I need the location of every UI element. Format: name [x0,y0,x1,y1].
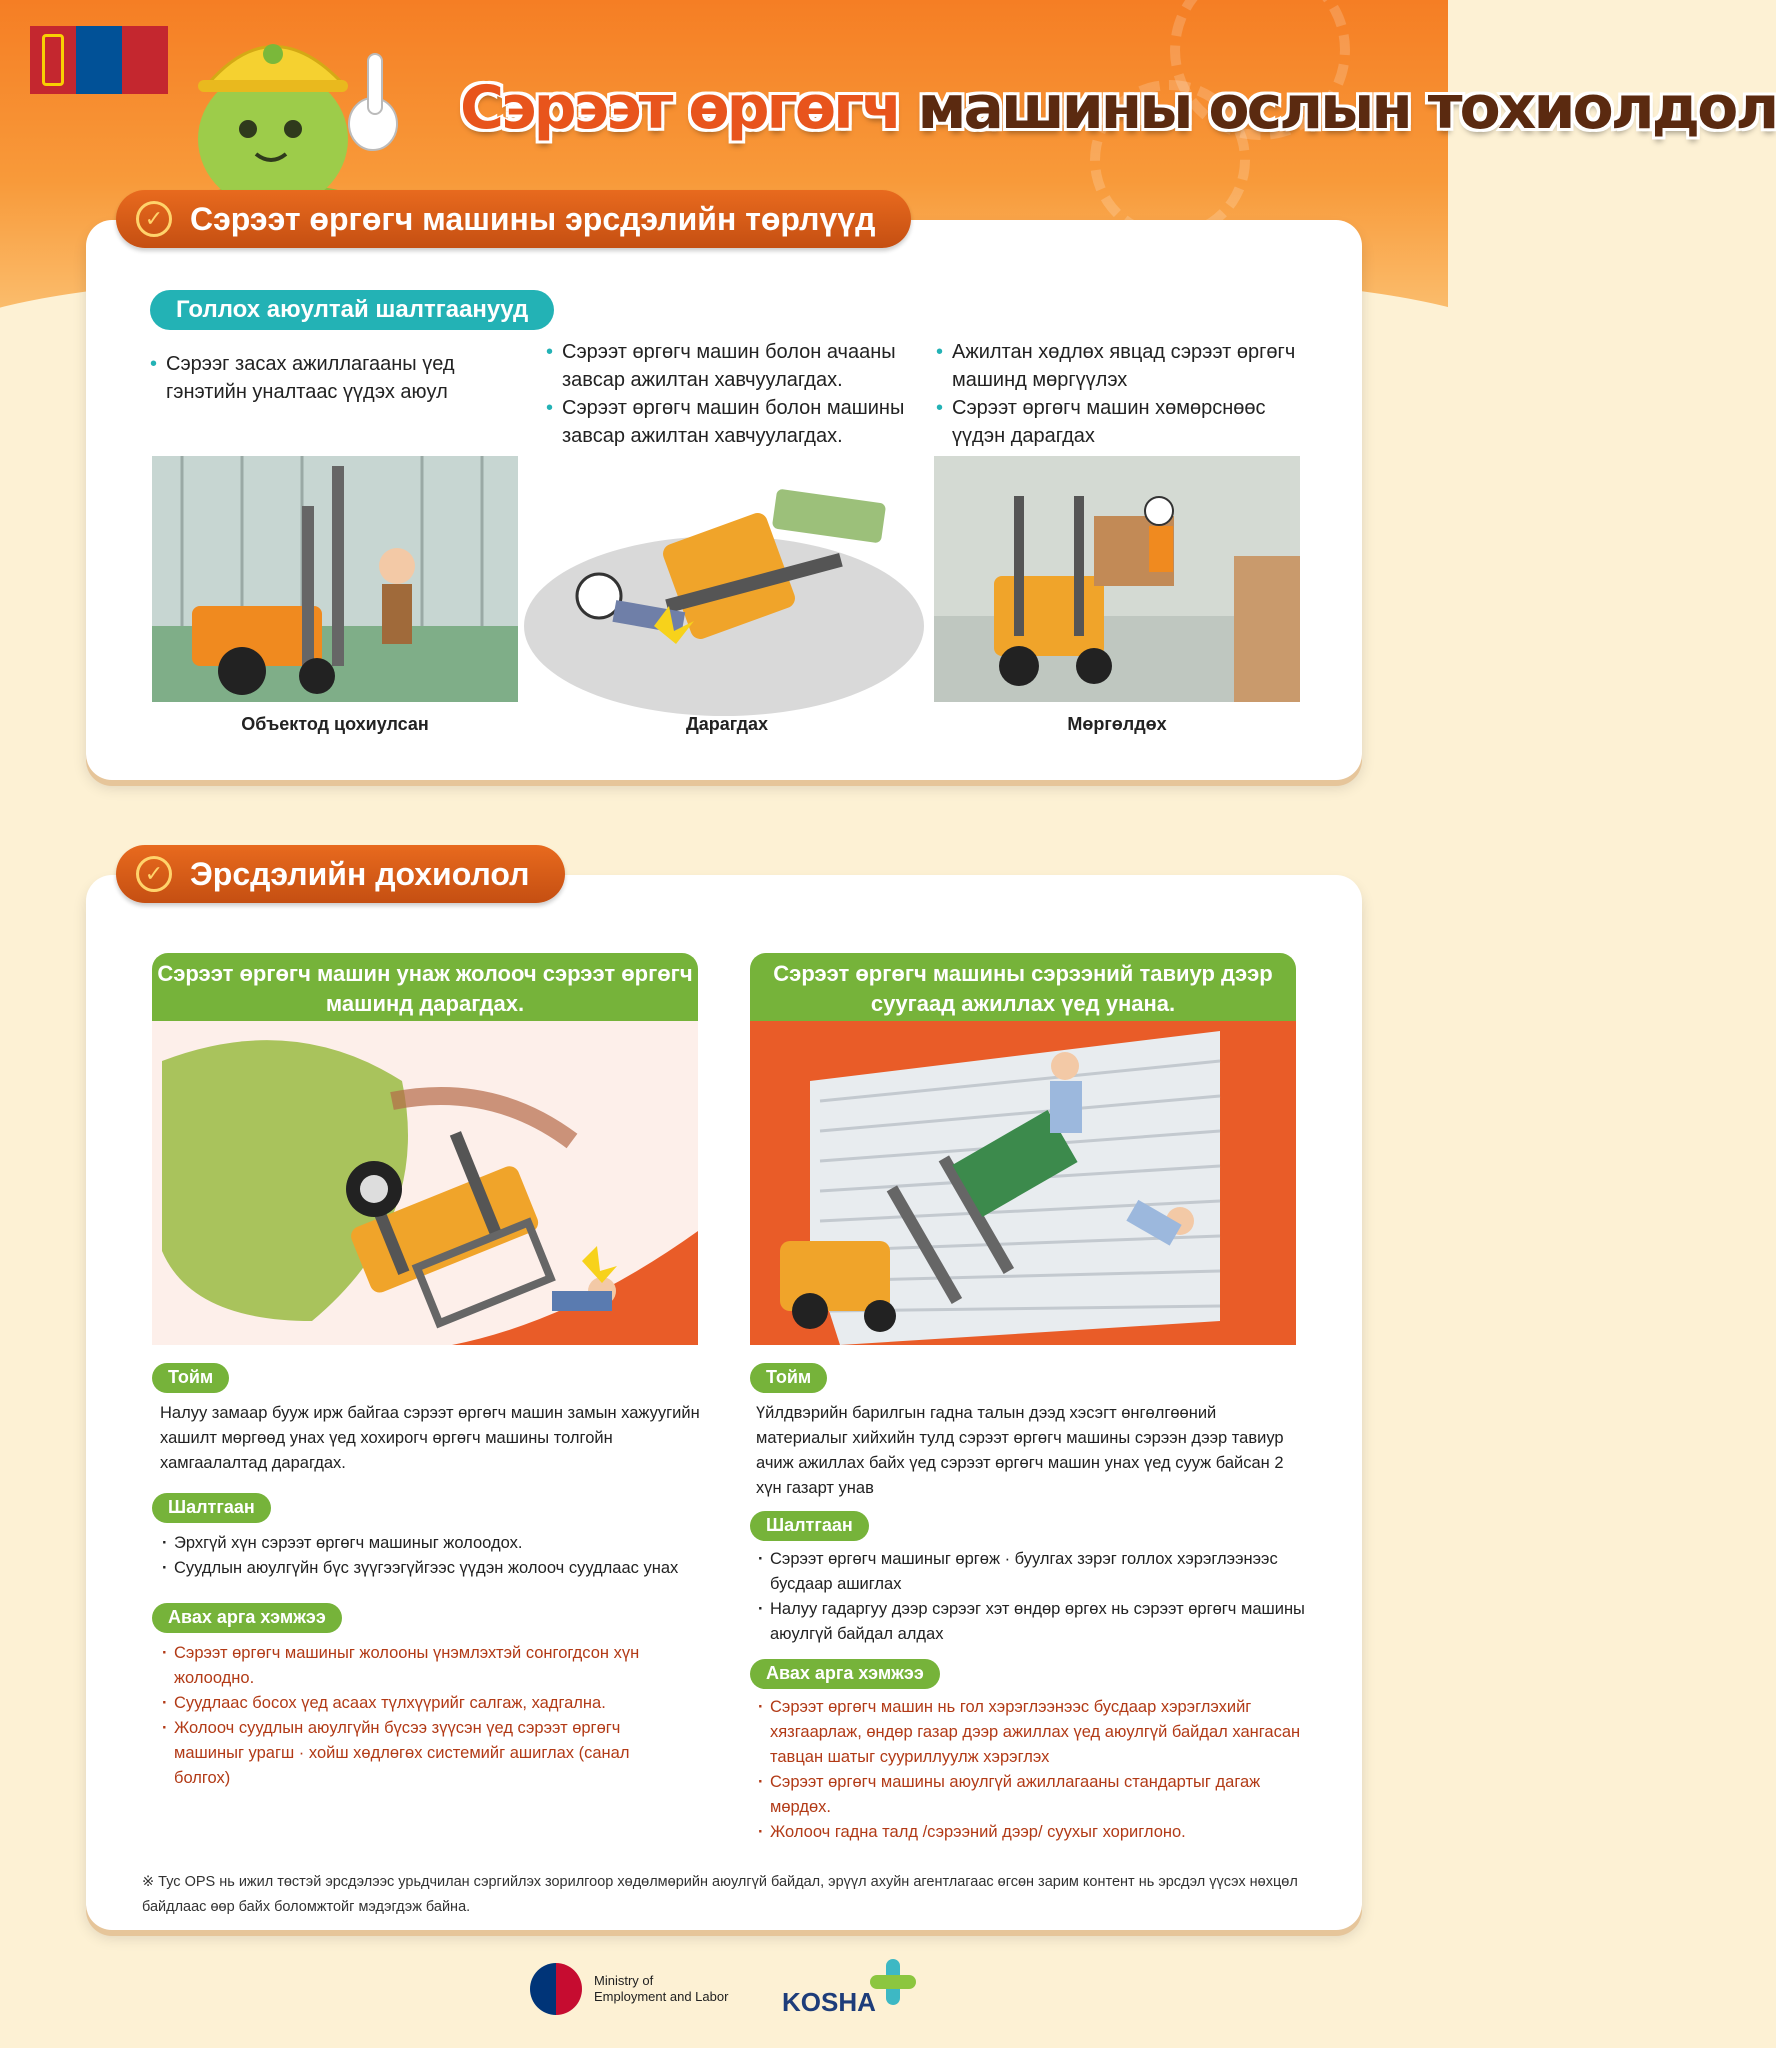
illustration-forklift-tipover [152,1021,698,1345]
cause-item: · Сэрээт өргөгч машиныг өргөж · буулгах зэрэг голлох хэрэглээнээс бусдаар ашиглах [756,1547,1306,1597]
risk-column-3 [936,338,1306,450]
case-1-heading: Сэрээт өргөгч машин унаж жолооч сэрээт өргөгч машинд дарагдах. [152,953,698,1023]
risk-bullet: • Ажилтан хөдлөх явцад сэрээт өргөгч машинд мөргүүлэх [936,338,1306,394]
main-causes-label: Голлох аюултай шалтгаанууд [150,290,554,330]
illustration-collision [934,456,1300,702]
overview-tag: Тойм [750,1363,827,1393]
illustration-struck-by-object [152,456,518,702]
case-2-measures [756,1695,1306,1845]
risk-bullet: • Сэрээт өргөгч машин болон ачааны завсар ажилтан хавчуулагдах. [546,338,916,394]
measure-item: · Жолооч суудлын аюулгүйн бүсээ зүүсэн үед сэрээт өргөгч машиныг урагш · хойш хөдлөгөх системийг ашиглах (санал болгох) [160,1716,640,1791]
footer-logos [530,1955,950,2021]
measures-tag: Авах арга хэмжээ [750,1659,940,1689]
page-title: Сэрээт өргөгч машины ослын тохиолдол [460,73,1776,143]
measures-tag: Авах арга хэмжээ [152,1603,342,1633]
cause-tag: Шалтгаан [750,1511,869,1541]
check-circle-icon: ✓ [136,856,172,892]
cause-item: · Налуу гадаргуу дээр сэрээг хэт өндөр өргөх нь сэрээт өргөгч машины аюулгүй байдал алдах [756,1597,1306,1647]
mongolian-flag-icon [30,26,168,94]
risk-column-1 [150,350,520,406]
risk-bullet: • Сэрээт өргөгч машин хөмөрснөөс үүдэн дарагдах [936,394,1306,450]
measure-item: · Сэрээт өргөгч машиныг жолооны үнэмлэхтэй сонгогдсон хүн жолоодно. [160,1641,640,1691]
section-header-risk-types: ✓ Сэрээт өргөгч машины эрсдэлийн төрлүүд [116,190,911,248]
cause-item: · Эрхгүй хүн сэрээт өргөгч машиныг жолоодох. [160,1531,720,1556]
check-circle-icon: ✓ [136,201,172,237]
caption-crushed: Дарагдах [685,714,769,734]
case-1-causes [160,1531,720,1581]
ministry-logo-icon [530,1963,582,2015]
kosha-logo-text: KOSHA [782,1987,876,2017]
case-1-overview: Налуу замаар бууж ирж байгаа сэрээт өргөгч машин замын хажуугийн хашилт мөргөөд унах үед хохирогч өргөгч машины толгойн хамгаалалтад дарагдах. [160,1404,700,1472]
caption-struck-by-object: Объектод цохиулсан [241,714,429,734]
section-header-risk-signals: ✓ Эрсдэлийн дохиолол [116,845,565,903]
caption-collision: Мөргөлдөх [1067,714,1167,734]
illustration-fall-from-pallet [750,1021,1296,1345]
case-2-heading: Сэрээт өргөгч машины сэрээний тавиур дээр суугаад ажиллах үед унана. [750,953,1296,1023]
case-1-measures [160,1641,640,1791]
risk-column-2 [546,338,916,450]
cause-tag: Шалтгаан [152,1493,271,1523]
ministry-name: Ministry of Employment and Labor [594,1973,729,2004]
overview-tag: Тойм [152,1363,229,1393]
kosha-cross-icon [868,1957,918,2007]
risk-bullet: • Сэрээт өргөгч машин болон машины завсар ажилтан хавчуулагдах. [546,394,916,450]
case-2-overview: Үйлдвэрийн барилгын гадна талын дээд хэсэгт өнгөлгөөний материалыг хийхийн тулд сэрээт өргөгч машины сэрээн дээр тавиур ачиж ажиллах байх үед сэрээт өргөгч машин унах үед сууж байсан 2 хүн газарт унав [756,1404,1284,1497]
measure-item: · Жолооч гадна талд /сэрээний дээр/ суухыг хориглоно. [756,1820,1306,1845]
illustration-crushed [544,456,910,702]
risk-signals-card [86,855,1362,1930]
footnote: ※ Тус OPS нь ижил төстэй эрсдэлээс урьдчилан сэргийлэх зорилгоор хөдөлмөрийн аюулгүй байдал, эрүүл ахуйн агентлагаас өгсөн зарим контент нь эрсдэл үүсэх нөхцөл байдлаас өөр байх боломжтойг мэдэгдэж байна. [142,1874,1298,1915]
case-2-causes [756,1547,1306,1647]
measure-item: · Сэрээт өргөгч машины аюулгүй ажиллагааны стандартыг дагаж мөрдөх. [756,1770,1306,1820]
risk-bullet: • Сэрээг засах ажиллагааны үед гэнэтийн уналтаас үүдэх аюул [150,350,520,406]
measure-item: · Суудлаас босох үед асаах түлхүүрийг салгаж, хадгална. [160,1691,640,1716]
cause-item: · Суудлын аюулгүйн бүс зүүгээгүйгээс үүдэн жолооч суудлаас унах [160,1556,720,1581]
measure-item: · Сэрээт өргөгч машин нь гол хэрэглээнээс бусдаар хэрэглэхийг хязгаарлаж, өндөр газар дээр ажиллах үед аюулгүй байдал хангасан тавцан шатыг сууриллуулж хэрэглэх [756,1695,1306,1770]
risk-types-card [86,200,1362,780]
